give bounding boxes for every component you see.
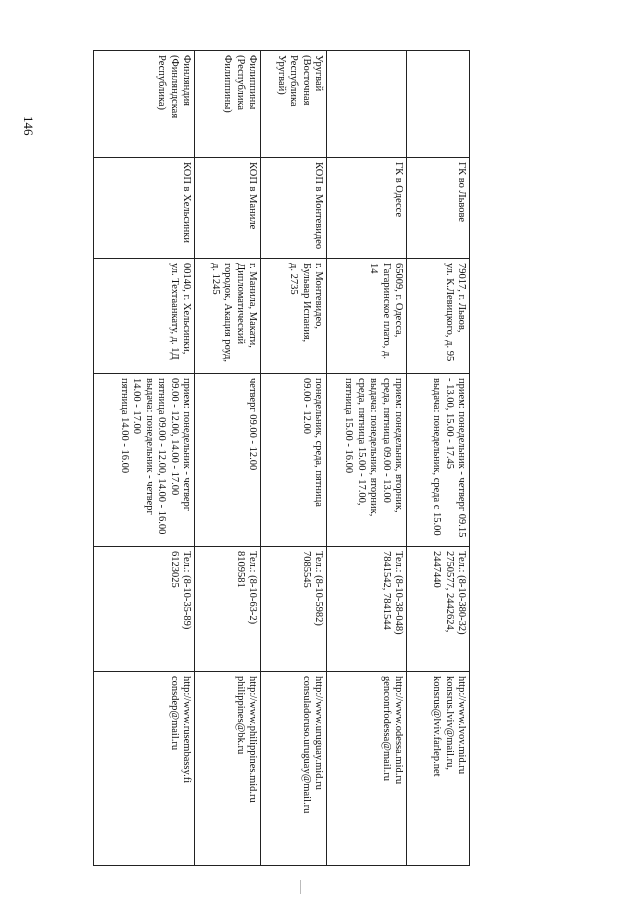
contacts-cell: http://www.philippines.mid.ru philippines@bk.ru (195, 672, 261, 866)
phone-cell: Тел.: (8-10-5982) 7085545 (261, 547, 327, 672)
scan-artifact (300, 880, 301, 894)
country-cell: Уругвай (Восточная Республика Уругвай) (261, 51, 327, 158)
consulates-table (93, 50, 470, 866)
table-row (94, 51, 195, 866)
table-row (327, 51, 407, 866)
phone-cell: Тел.: (8-10-380-32) 2750577, 2442624, 2447440 (407, 547, 470, 672)
table-row (195, 51, 261, 866)
contacts-cell: http://www.odessa.mid.ru genconrfodessa@mail.ru (327, 672, 407, 866)
office-cell: КОП в Маниле (195, 158, 261, 259)
hours-cell: прием: понедельник - четверг 09.15 - 13.00, 15.00 - 17.45 выдача: понедельник, среда с 15.00 (407, 374, 470, 547)
phone-cell: Тел.: (8-10-38-048) 7841542, 7841544 (327, 547, 407, 672)
contacts-cell: http://www.rusembassy.fi consdep@mail.ru (94, 672, 195, 866)
rotated-table-container (94, 50, 470, 865)
hours-cell: прием: понедельник, вторник, среда, пятница 09.00 - 13.00 выдача: понедельник, вторник, среда, пятница 15.00 - 17.00, пятница 15.00 - 16.00 (327, 374, 407, 547)
country-cell (327, 51, 407, 158)
country-cell: Филиппины (Республика Филиппины) (195, 51, 261, 158)
address-cell: 65009, г. Одесса, Гагаринское плато, д. 14 (327, 259, 407, 374)
office-cell: КОП в Хельсинки (94, 158, 195, 259)
hours-cell: понедельник, среда, пятница 09.00 - 12.00 (261, 374, 327, 547)
address-cell: 79017, г. Львов, ул. К.Левицкого, д. 95 (407, 259, 470, 374)
office-cell: ГК во Львове (407, 158, 470, 259)
table-row (261, 51, 327, 866)
address-cell: 00140, г. Хельсинки, ул. Техтаанкату, д. 1Д (94, 259, 195, 374)
hours-cell: прием: понедельник - четверг 09.00 - 12.00, 14.00 - 17.00 пятница 09.00 - 12.00, 14.00 - 16.00 выдача: понедельник - четверг 14.00 - 17.00 пятница 14.00 - 16.00 (94, 374, 195, 547)
table-row (407, 51, 470, 866)
page-number: 146 (21, 116, 36, 136)
country-cell (407, 51, 470, 158)
office-cell: КОП в Монтевидео (261, 158, 327, 259)
office-cell: ГК в Одессе (327, 158, 407, 259)
country-cell: Финляндия (Финляндская Республика) (94, 51, 195, 158)
phone-cell: Тел.: (8-10-35-89) 6123025 (94, 547, 195, 672)
address-cell: г. Монтевидео, Бульвар Испания, д. 2735 (261, 259, 327, 374)
address-cell: г. Манила, Макати, Дипломатический городок, Акация роуд, д. 1245 (195, 259, 261, 374)
contacts-cell: http://www.uruguay.mid.ru consuladoruso.uruguay@mail.ru (261, 672, 327, 866)
hours-cell: четверг 09.00 - 12.00 (195, 374, 261, 547)
contacts-cell: http://www.lvov.mid.ru konsrus.lviv@mail.ru, konsrus@lviv.farlep.net (407, 672, 470, 866)
phone-cell: Тел.: (8-10-63-2) 8109581 (195, 547, 261, 672)
